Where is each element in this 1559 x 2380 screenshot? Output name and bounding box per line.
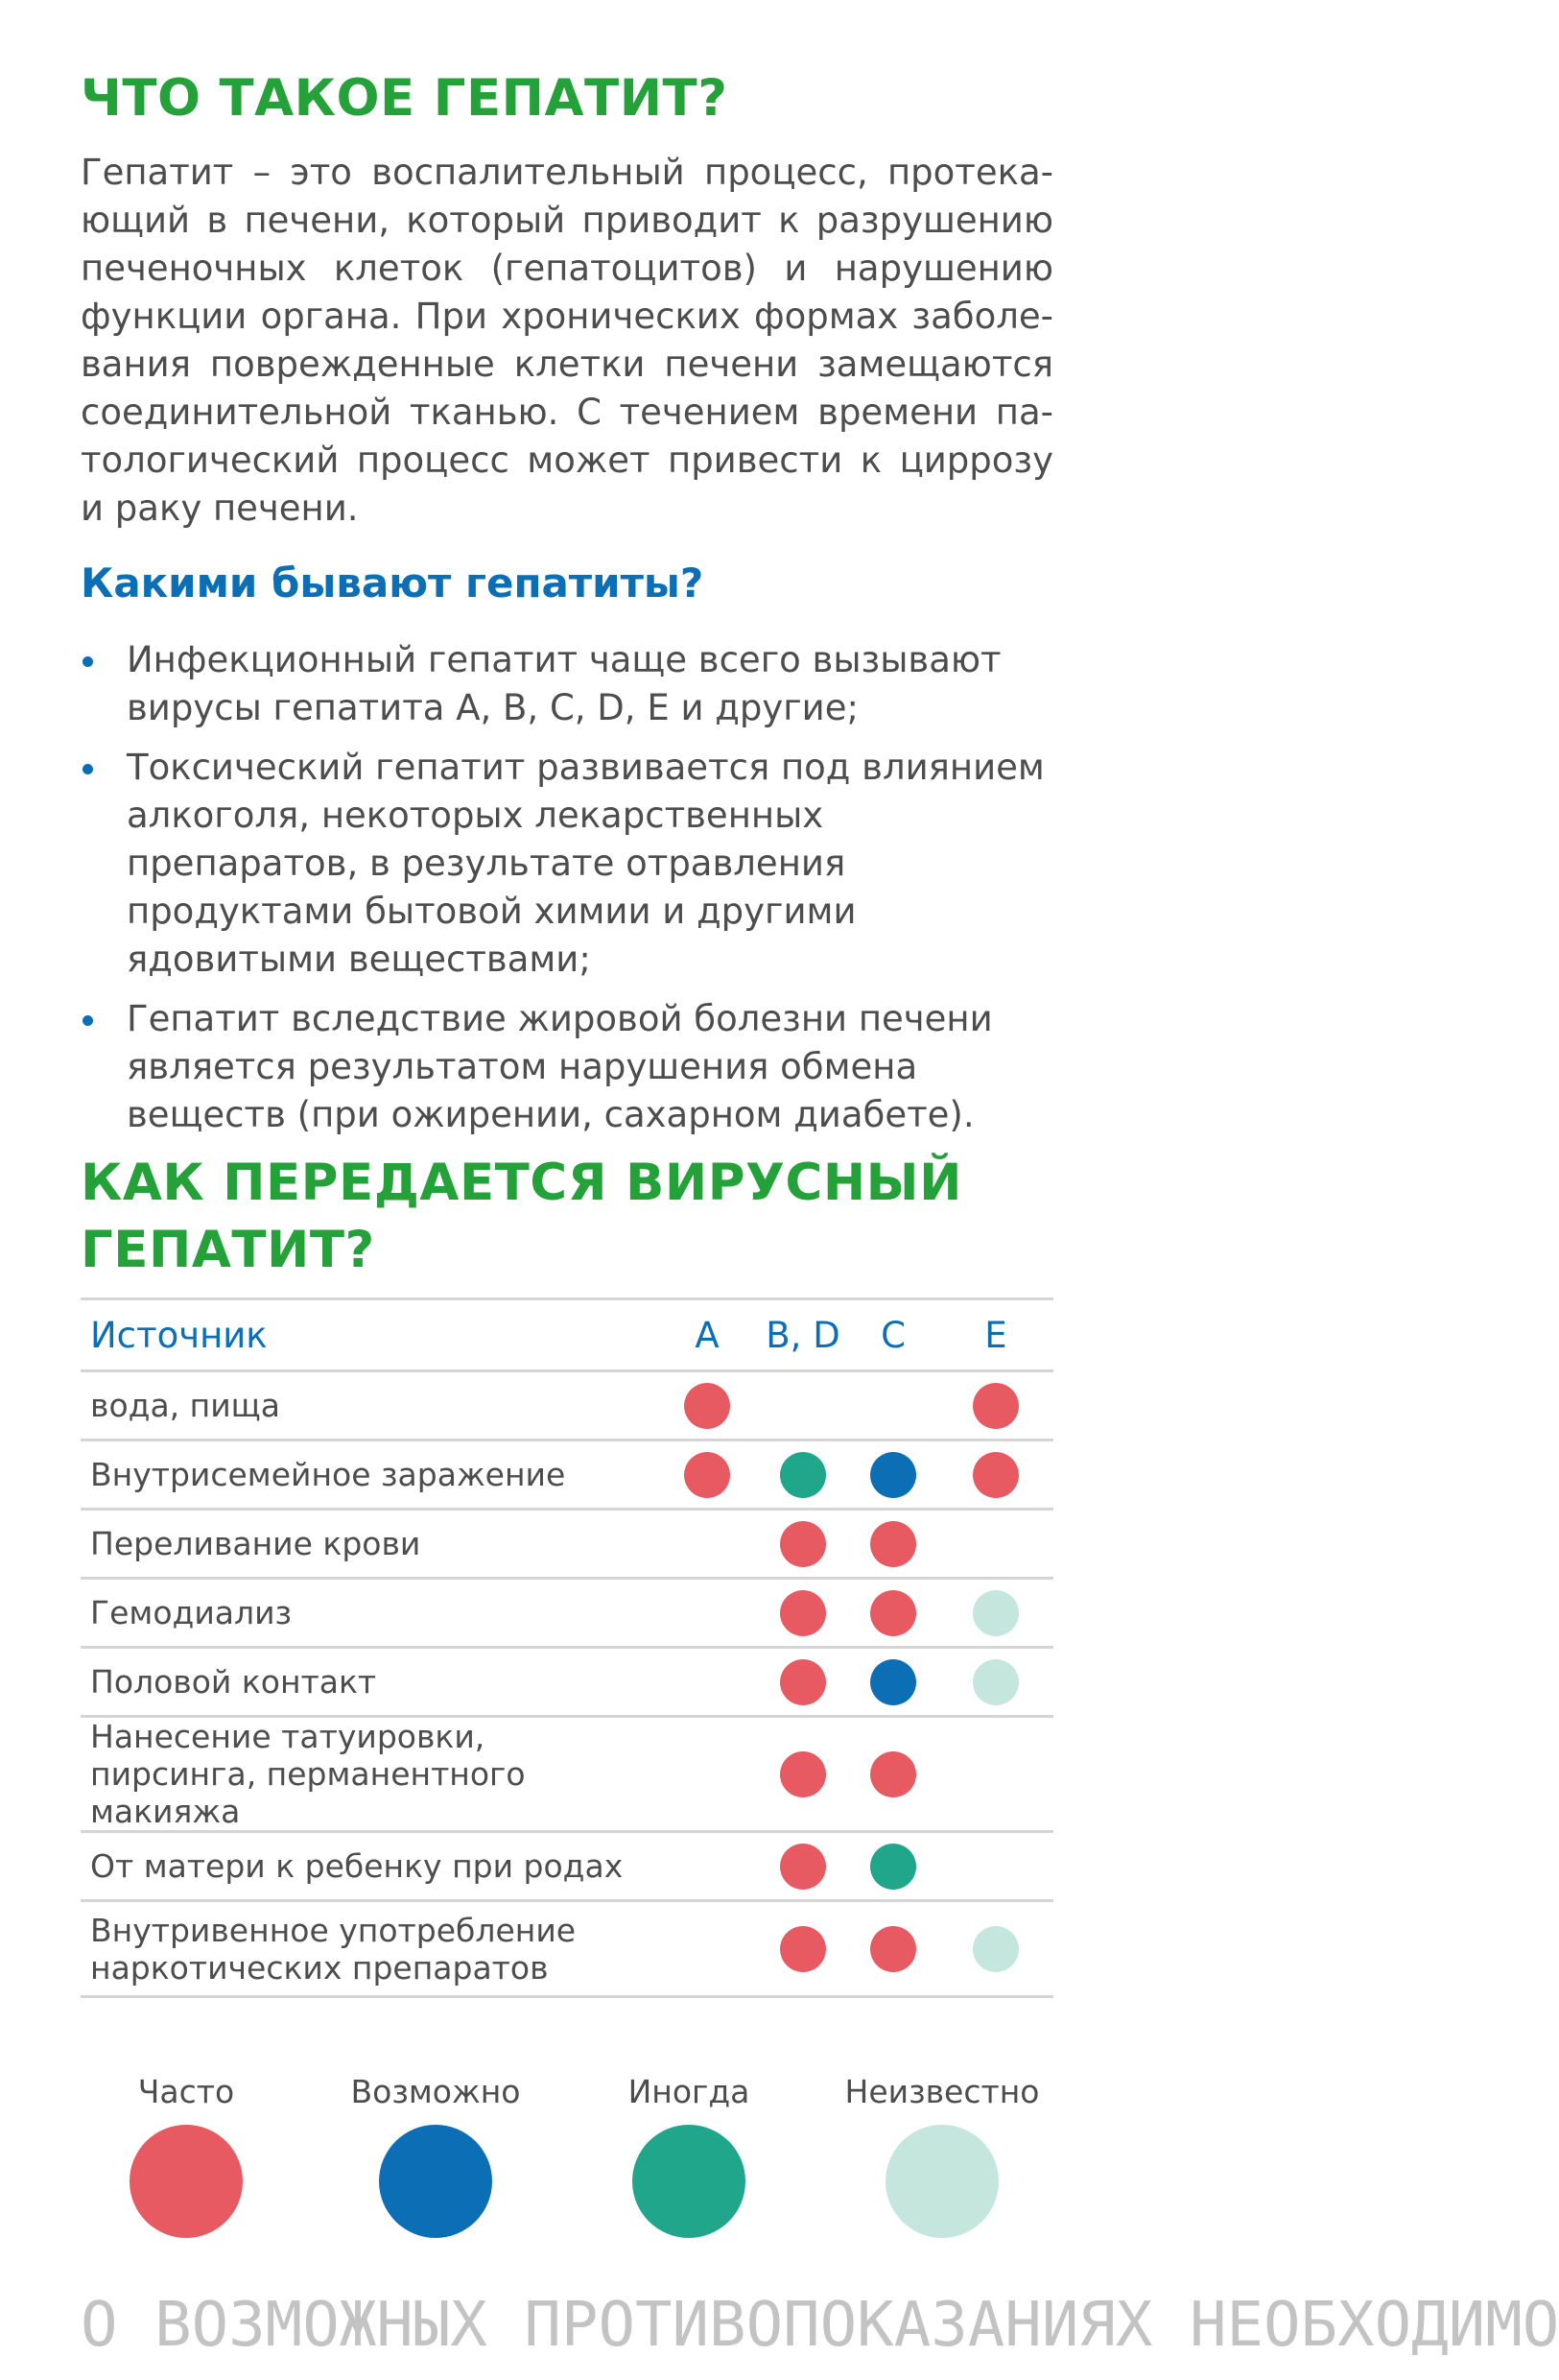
column-header-a: A [656, 1299, 758, 1371]
table-cell [758, 1579, 848, 1648]
mark-often-icon [780, 1659, 826, 1705]
bullet-icon [83, 1015, 93, 1026]
table-cell [758, 1648, 848, 1717]
mark-sometimes-icon [780, 1452, 826, 1498]
list-item-text: Инфекционный гепатит чаще всего вызывают вирусы гепатита A, B, C, D, E и другие; [127, 639, 1002, 728]
legend-circle-icon [886, 2125, 999, 2238]
mark-often-icon [780, 1751, 826, 1797]
legend-circle-icon [130, 2125, 243, 2238]
mark-unknown-icon [973, 1659, 1019, 1705]
mark-often-icon [870, 1751, 916, 1797]
table-row [81, 1579, 1053, 1648]
table-cell [848, 1510, 938, 1579]
transmission-table [81, 1297, 1053, 1998]
table-cell [938, 1648, 1053, 1717]
mark-often-icon [870, 1590, 916, 1636]
table-cell [656, 1371, 758, 1440]
mark-often-icon [780, 1844, 826, 1890]
list-item-text: Токсический гепатит развивается под влиянием алкоголя, некоторых лекарственных препаратов, в результате отравления продуктами бытовой химии и другими ядовитыми веществами; [127, 747, 1045, 980]
table-row [81, 1371, 1053, 1440]
mark-often-icon [870, 1926, 916, 1972]
table-row [81, 1832, 1053, 1901]
mark-often-icon [973, 1452, 1019, 1498]
mark-often-icon [684, 1452, 730, 1498]
column-header-e: E [938, 1299, 1053, 1371]
table-cell [938, 1832, 1053, 1901]
legend-circle-icon [379, 2125, 492, 2238]
table-cell [848, 1371, 938, 1440]
legend-label: Иногда [627, 2073, 750, 2110]
table-cell [848, 1440, 938, 1510]
column-header-c: C [848, 1299, 938, 1371]
table-cell [758, 1510, 848, 1579]
mark-often-icon [780, 1590, 826, 1636]
row-label: Нанесение татуировки, пирсинга, перманентного макияжа [81, 1717, 656, 1832]
table-cell [938, 1440, 1053, 1510]
table-header-row [81, 1299, 1053, 1371]
table-cell [656, 1901, 758, 1997]
list-item-text: Гепатит вследствие жировой болезни печени является результатом нарушения обмена веществ (при ожирении, сахарном диабете). [127, 998, 993, 1135]
legend-item-possible [330, 2071, 541, 2238]
table-cell [848, 1579, 938, 1648]
mark-possible-icon [870, 1452, 916, 1498]
legend-item-often [81, 2071, 292, 2238]
row-label: Внутривенное употребление наркотических препаратов [81, 1901, 656, 1997]
bullet-icon [83, 656, 93, 667]
mark-unknown-icon [973, 1590, 1019, 1636]
table-cell [938, 1371, 1053, 1440]
list-item [81, 995, 1059, 1139]
subtitle-hepatitis-types: Какими бывают гепатиты? [81, 559, 704, 607]
table-cell [938, 1510, 1053, 1579]
row-label: Внутрисемейное заражение [81, 1440, 656, 1510]
mark-often-icon [870, 1521, 916, 1567]
table-cell [656, 1832, 758, 1901]
bullet-icon [83, 764, 93, 774]
table-cell [656, 1510, 758, 1579]
table-cell [938, 1717, 1053, 1832]
legend-label: Часто [137, 2073, 235, 2110]
column-header-source: Источник [81, 1299, 656, 1371]
row-label: Переливание крови [81, 1510, 656, 1579]
section-title-transmission: КАК ПЕРЕДАЕТСЯ ВИРУСНЫЙ ГЕПАТИТ? [81, 1154, 962, 1279]
table-cell [758, 1371, 848, 1440]
mark-often-icon [780, 1521, 826, 1567]
table-row [81, 1717, 1053, 1832]
list-item [81, 744, 1059, 984]
row-label: вода, пища [81, 1371, 656, 1440]
table-row [81, 1648, 1053, 1717]
legend-item-unknown [837, 2071, 1048, 2238]
table-cell [758, 1717, 848, 1832]
row-label: От матери к ребенку при родах [81, 1832, 656, 1901]
table-cell [656, 1648, 758, 1717]
hepatitis-definition-paragraph: Гепатит – это воспалительный процесс, протека-ющий в печени, который приводит к разрушению печеночных клеток (гепатоцитов) и нарушению функции органа. При хронических формах заболе-вания поврежденные клетки печени замещаются соединительной тканью. С течением времени па-тологический процесс может привести к циррозу и раку печени. [81, 152, 1053, 529]
legend-item-sometimes [583, 2071, 794, 2238]
table-cell [938, 1901, 1053, 1997]
mark-often-icon [780, 1926, 826, 1972]
section-title-what-is-hepatitis: ЧТО ТАКОЕ ГЕПАТИТ? [81, 69, 728, 128]
table-row [81, 1440, 1053, 1510]
mark-sometimes-icon [870, 1844, 916, 1890]
row-label: Половой контакт [81, 1648, 656, 1717]
mark-often-icon [684, 1383, 730, 1429]
mark-often-icon [973, 1383, 1019, 1429]
legend-circle-icon [632, 2125, 745, 2238]
hepatitis-types-list [81, 636, 1059, 1151]
legend-label: Возможно [350, 2073, 521, 2110]
table-cell [758, 1440, 848, 1510]
table-cell [758, 1832, 848, 1901]
table-cell [848, 1717, 938, 1832]
table-cell [848, 1832, 938, 1901]
mark-unknown-icon [973, 1926, 1019, 1972]
table-cell [848, 1648, 938, 1717]
list-item [81, 636, 1059, 732]
table-row [81, 1901, 1053, 1997]
table-cell [848, 1901, 938, 1997]
table-cell [656, 1440, 758, 1510]
legend-label: Неизвестно [844, 2073, 1040, 2110]
mark-possible-icon [870, 1659, 916, 1705]
table-cell [656, 1579, 758, 1648]
table-cell [938, 1579, 1053, 1648]
table-cell [758, 1901, 848, 1997]
row-label: Гемодиализ [81, 1579, 656, 1648]
column-header-bd: B, D [758, 1299, 848, 1371]
legend [81, 2071, 1053, 2234]
table-row [81, 1510, 1053, 1579]
table-cell [656, 1717, 758, 1832]
footer-text: О ВОЗМОЖНЫХ ПРОТИВОПОКАЗАНИЯХ НЕОБХОДИМО [81, 2290, 1559, 2361]
